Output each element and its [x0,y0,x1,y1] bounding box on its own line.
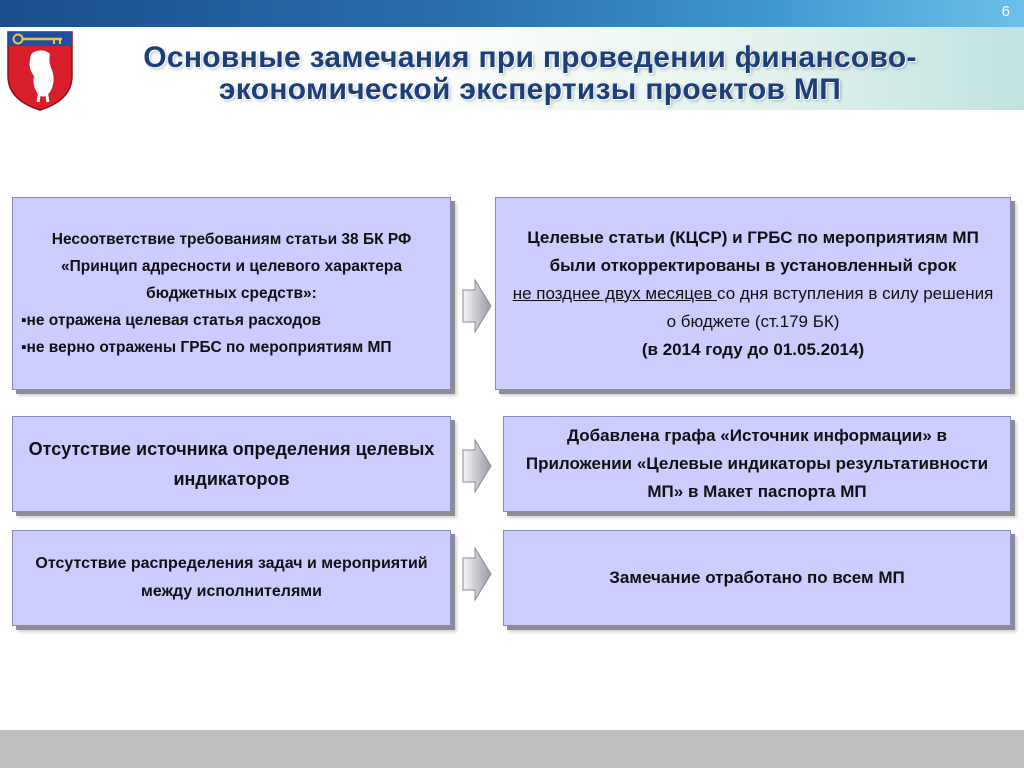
issue-box-targeting [12,197,451,390]
resolution-box-indicators [503,416,1011,512]
resolution-box-targeting [495,197,1011,390]
city-coat-of-arms-icon [4,28,76,112]
resolution-text: Добавлена графа «Источник информации» в Приложении «Целевые индикаторы результативности МП» в Макет паспорта МП [525,426,989,501]
issue-bullet-item: ▪не верно отражены ГРБС по мероприятиям МП [21,339,392,356]
page-title-line2: экономической экспертизы проектов МП [218,73,842,106]
footer-band [0,730,1024,768]
resolution-deadline-date: (в 2014 году до 01.05.2014) [641,339,865,359]
page-title-line1: Основные замечания при проведении финансово- [143,41,917,74]
chevron-right-arrow-icon [461,438,493,494]
issue-text: Отсутствие распределения задач и мероприятий между исполнителями [35,555,428,600]
resolution-main-text: Целевые статьи (КЦСР) и ГРБС по мероприятиям МП были откорректированы в установленный срок [527,227,979,275]
top-band [0,0,1024,27]
chevron-right-arrow-icon [461,546,493,602]
underlined-term-text: не позднее двух месяцев [512,283,717,303]
issue-intro-text: Несоответствие требованиям статьи 38 БК РФ «Принцип адресности и целевого характера бюджетных средств»: [51,231,412,302]
issue-bullet-item: ▪не отражена целевая статья расходов [21,312,322,329]
issue-box-indicators [12,416,451,512]
resolution-deadline-sentence [506,280,1000,336]
chevron-right-arrow-icon [461,278,493,334]
resolution-box-tasks [503,530,1011,626]
resolution-text: Замечание отработано по всем МП [609,568,905,587]
issue-box-tasks [12,530,451,626]
issue-text: Отсутствие источника определения целевых индикаторов [28,439,435,489]
slide-number: 6 [1001,3,1010,20]
resolution-rest-text: со дня вступления в силу решения о бюджете (ст.179 БК) [666,283,994,331]
page-title [80,42,980,106]
